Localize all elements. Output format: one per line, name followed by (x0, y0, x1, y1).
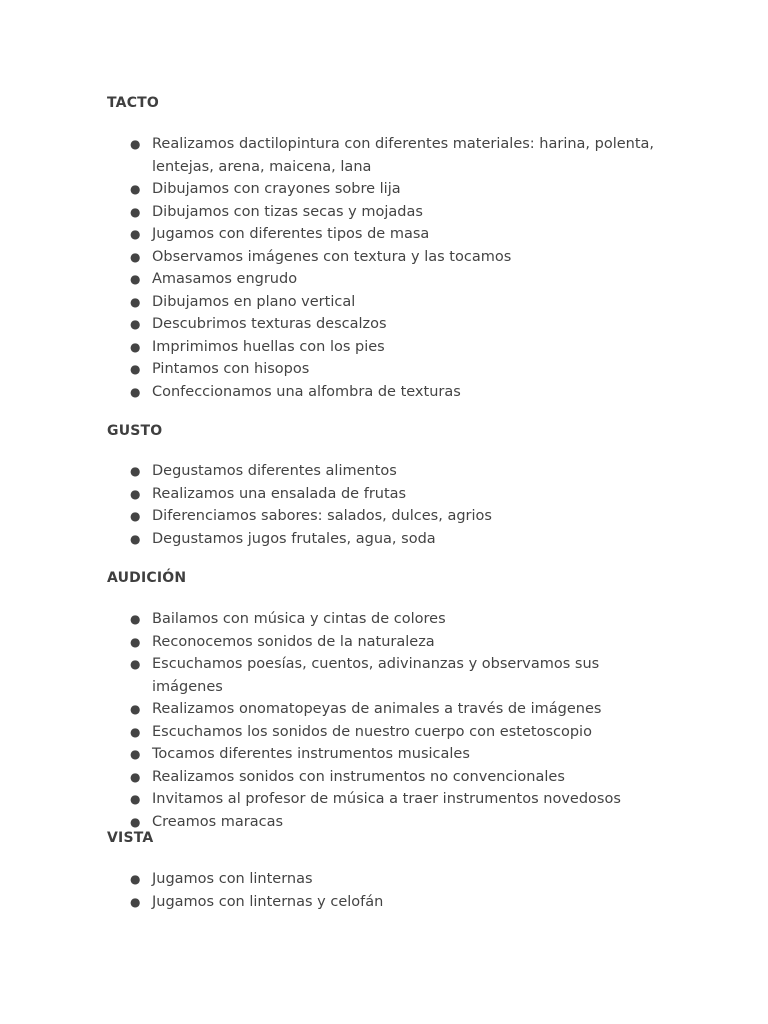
list-item (107, 313, 672, 336)
bullet-icon: ● (130, 317, 141, 331)
bullet-icon: ● (130, 204, 141, 219)
list-item-text: Dibujamos con crayones sobre lija (152, 181, 401, 197)
list-item (107, 505, 672, 528)
list-item (107, 608, 672, 631)
bullet-icon: ● (130, 362, 141, 376)
list-item-text: Descubrimos texturas descalzos (152, 316, 387, 332)
list-item-text: Realizamos dactilopintura con diferentes materiales: harina, polenta, lentejas, arena, maicena, lana (152, 136, 655, 175)
list-item (107, 788, 672, 811)
list-item (107, 653, 672, 698)
list-item-text: Realizamos sonidos con instrumentos no convencionales (152, 768, 565, 785)
list-item (107, 291, 672, 314)
list-tacto (107, 133, 672, 403)
list-item-text: Tocamos diferentes instrumentos musicales (152, 746, 470, 762)
bullet-icon: ● (130, 702, 141, 716)
list-item (107, 631, 672, 654)
list-gusto (107, 460, 672, 550)
list-item (107, 268, 672, 291)
list-item-text: Observamos imágenes con textura y las tocamos (152, 248, 512, 265)
list-item-text: Realizamos onomatopeyas de animales a través de imágenes (152, 701, 602, 717)
list-item-text: Jugamos con diferentes tipos de masa (152, 226, 430, 242)
list-item-text: Invitamos al profesor de música a traer instrumentos novedosos (152, 791, 621, 807)
list-item-text: Jugamos con linternas y celofán (152, 893, 384, 910)
bullet-icon: ● (130, 384, 141, 399)
bullet-icon: ● (130, 464, 141, 478)
bullet-icon: ● (130, 249, 141, 264)
bullet-icon: ● (130, 339, 141, 354)
list-item (107, 358, 672, 381)
bullet-icon: ● (130, 294, 141, 309)
list-item-text: Dibujamos en plano vertical (152, 293, 356, 310)
bullet-icon: ● (130, 272, 141, 286)
list-item (107, 766, 672, 789)
list-item (107, 133, 672, 178)
list-item-text: Creamos maracas (152, 813, 284, 830)
bullet-icon: ● (130, 509, 141, 523)
list-item (107, 381, 672, 404)
list-item (107, 811, 672, 834)
list-item-text: Reconocemos sonidos de la naturaleza (152, 633, 435, 650)
section-title-vista: VISTA (107, 830, 154, 846)
list-item (107, 891, 672, 914)
bullet-icon: ● (130, 769, 141, 784)
list-item (107, 246, 672, 269)
list-item (107, 721, 672, 744)
bullet-icon: ● (130, 612, 141, 626)
list-item-text: Degustamos diferentes alimentos (152, 463, 397, 479)
bullet-icon: ● (130, 486, 141, 501)
list-item (107, 868, 672, 891)
list-item-text: Jugamos con linternas (152, 871, 313, 887)
list-vista (107, 868, 672, 913)
bullet-icon: ● (130, 894, 141, 909)
list-item (107, 743, 672, 766)
list-item-text: Bailamos con música y cintas de colores (152, 611, 446, 627)
list-item-text: Pintamos con hisopos (152, 361, 310, 377)
section-title-audicion: AUDICIÓN (107, 570, 187, 586)
list-item-text: Escuchamos los sonidos de nuestro cuerpo con estetoscopio (152, 723, 592, 740)
bullet-icon: ● (130, 182, 141, 196)
section-title-tacto: TACTO (107, 95, 160, 111)
list-item-text: Escuchamos poesías, cuentos, adivinanzas y observamos sus imágenes (152, 656, 600, 695)
list-item-text: Realizamos una ensalada de frutas (152, 485, 407, 502)
list-item (107, 178, 672, 201)
list-item (107, 460, 672, 483)
list-item (107, 483, 672, 506)
section-title-gusto: GUSTO (107, 423, 163, 439)
bullet-icon: ● (130, 531, 141, 546)
bullet-icon: ● (130, 792, 141, 806)
list-item (107, 336, 672, 359)
bullet-icon: ● (130, 227, 141, 241)
bullet-icon: ● (130, 724, 141, 739)
list-item (107, 528, 672, 551)
list-audicion (107, 608, 672, 833)
list-item (107, 698, 672, 721)
list-item-text: Confeccionamos una alfombra de texturas (152, 383, 461, 400)
bullet-icon: ● (130, 657, 141, 671)
list-item-text: Degustamos jugos frutales, agua, soda (152, 530, 436, 547)
list-item (107, 223, 672, 246)
bullet-icon: ● (130, 747, 141, 761)
bullet-icon: ● (130, 814, 141, 829)
list-item (107, 201, 672, 224)
bullet-icon: ● (130, 872, 141, 886)
bullet-icon: ● (130, 634, 141, 649)
list-item-text: Dibujamos con tizas secas y mojadas (152, 203, 423, 220)
list-item-text: Amasamos engrudo (152, 271, 298, 287)
list-item-text: Diferenciamos sabores: salados, dulces, agrios (152, 508, 492, 524)
list-item-text: Imprimimos huellas con los pies (152, 338, 385, 355)
bullet-icon: ● (130, 137, 141, 151)
